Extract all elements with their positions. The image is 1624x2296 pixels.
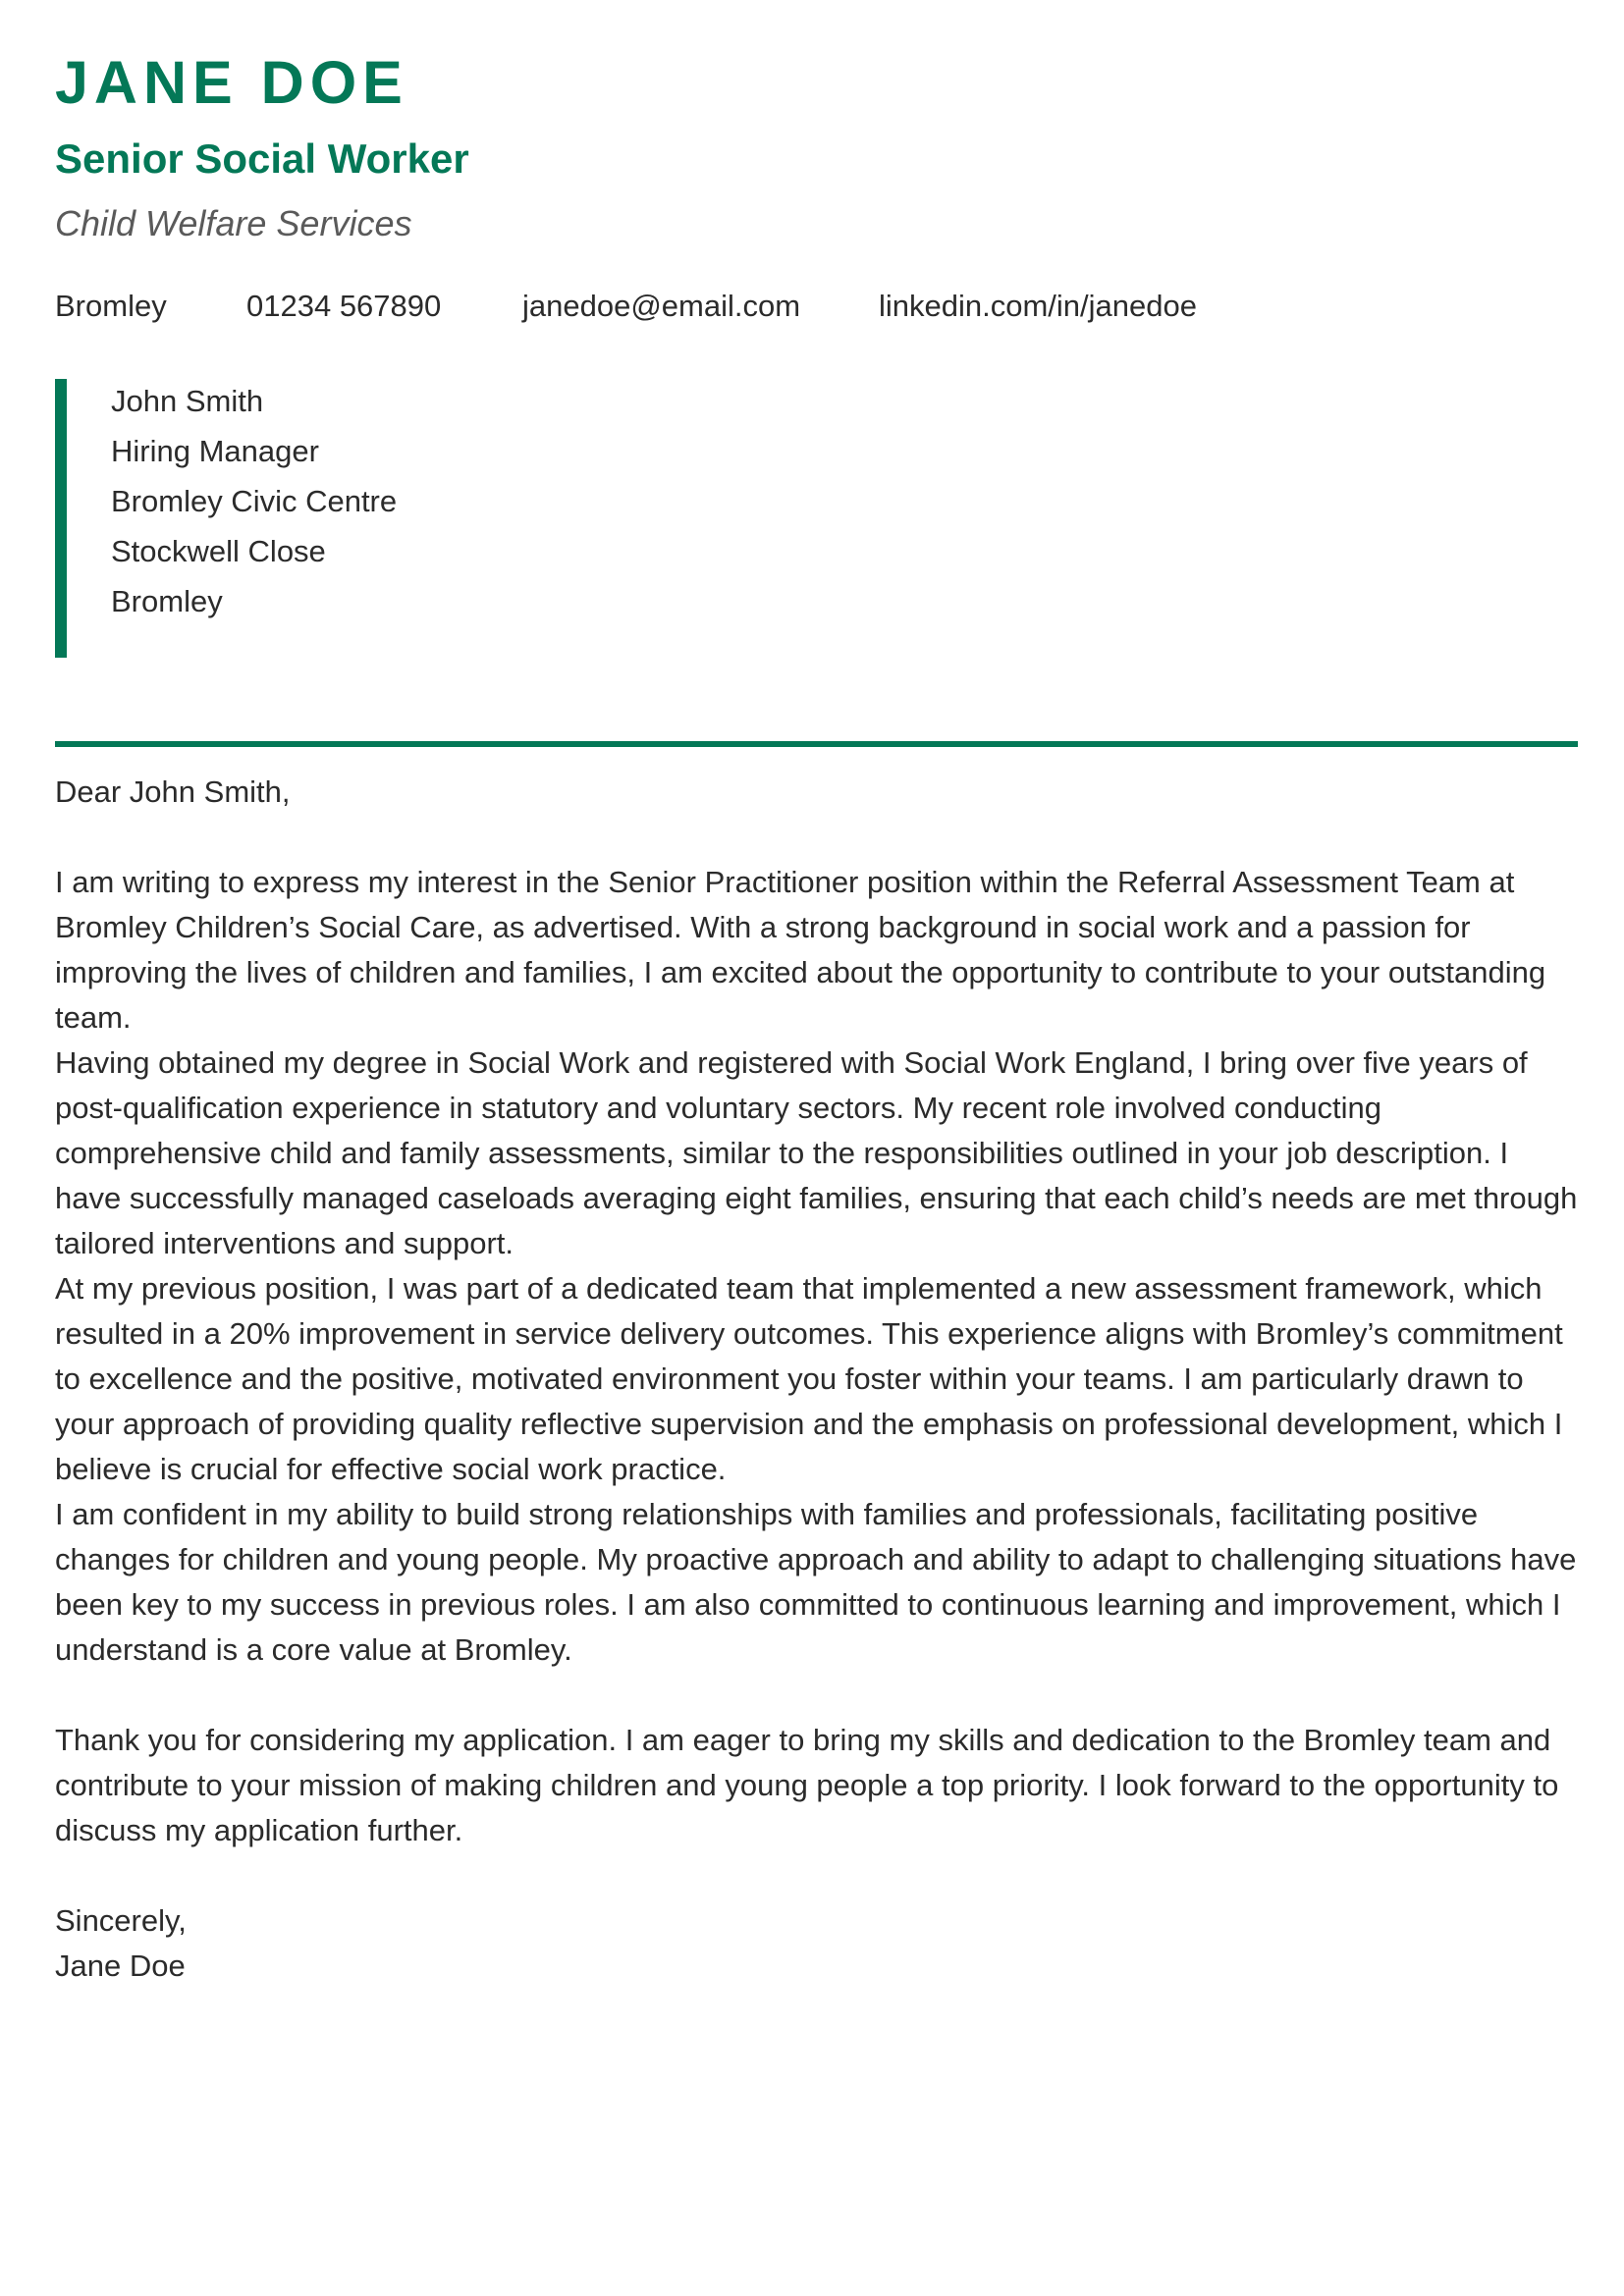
letter-paragraph-3: At my previous position, I was part of a dedicated team that implemented a new assessment framework, which resulted in a 20% improvement in service delivery outcomes. This experience aligns with Bromley’s commitment to excellence and the positive, motivated environment you foster within your teams. I am particularly drawn to your approach of providing quality reflective supervision and the emphasis on professional development, which I believe is crucial for effective social work practice. xyxy=(55,1271,1563,1486)
contact-location: Bromley xyxy=(55,289,167,323)
letter-paragraph-2: Having obtained my degree in Social Work and registered with Social Work England, I bring over five years of post-qualification experience in statutory and voluntary sectors. My recent role involved conducting comprehensive child and family assessments, similar to the responsibilities outlined in your job description. I have successfully managed caseloads averaging eight families, ensuring that each child’s needs are met through tailored interventions and support. xyxy=(55,1045,1578,1260)
recipient-town: Bromley xyxy=(111,584,223,618)
letter-paragraph-1: I am writing to express my interest in the Senior Practitioner position within the Referral Assessment Team at Bromley Children’s Social Care, as advertised. With a strong background in social work and a passion for improving the lives of children and families, I am excited about the opportunity to contribute to your outstanding team. xyxy=(55,865,1546,1035)
department: Child Welfare Services xyxy=(55,203,412,243)
closing: Sincerely, xyxy=(55,1903,187,1938)
recipient-organisation: Bromley Civic Centre xyxy=(111,484,398,518)
applicant-name: JANE DOE xyxy=(55,49,408,116)
contact-phone: 01234 567890 xyxy=(246,289,442,323)
recipient-address-block xyxy=(55,379,397,658)
recipient-name: John Smith xyxy=(111,384,264,418)
contact-email: janedoe@email.com xyxy=(522,289,801,323)
salutation: Dear John Smith, xyxy=(55,774,291,809)
contact-linkedin: linkedin.com/in/janedoe xyxy=(879,289,1197,323)
section-divider xyxy=(55,741,1578,747)
signature: Jane Doe xyxy=(55,1949,186,1983)
letter-paragraph-4: I am confident in my ability to build strong relationships with families and professionals, facilitating positive changes for children and young people. My proactive approach and ability to adapt to challenging situations have been key to my success in previous roles. I am also committed to continuous learning and improvement, which I understand is a core value at Bromley. xyxy=(55,1497,1577,1667)
letter-body xyxy=(55,770,1578,1989)
recipient-role: Hiring Manager xyxy=(111,434,319,468)
recipient-street: Stockwell Close xyxy=(111,534,326,568)
job-title: Senior Social Worker xyxy=(55,135,469,182)
letter-paragraph-5: Thank you for considering my application. I am eager to bring my skills and dedication to the Bromley team and contribute to your mission of making children and young people a top priority. I look forward to the opportunity to discuss my application further. xyxy=(55,1723,1559,1847)
